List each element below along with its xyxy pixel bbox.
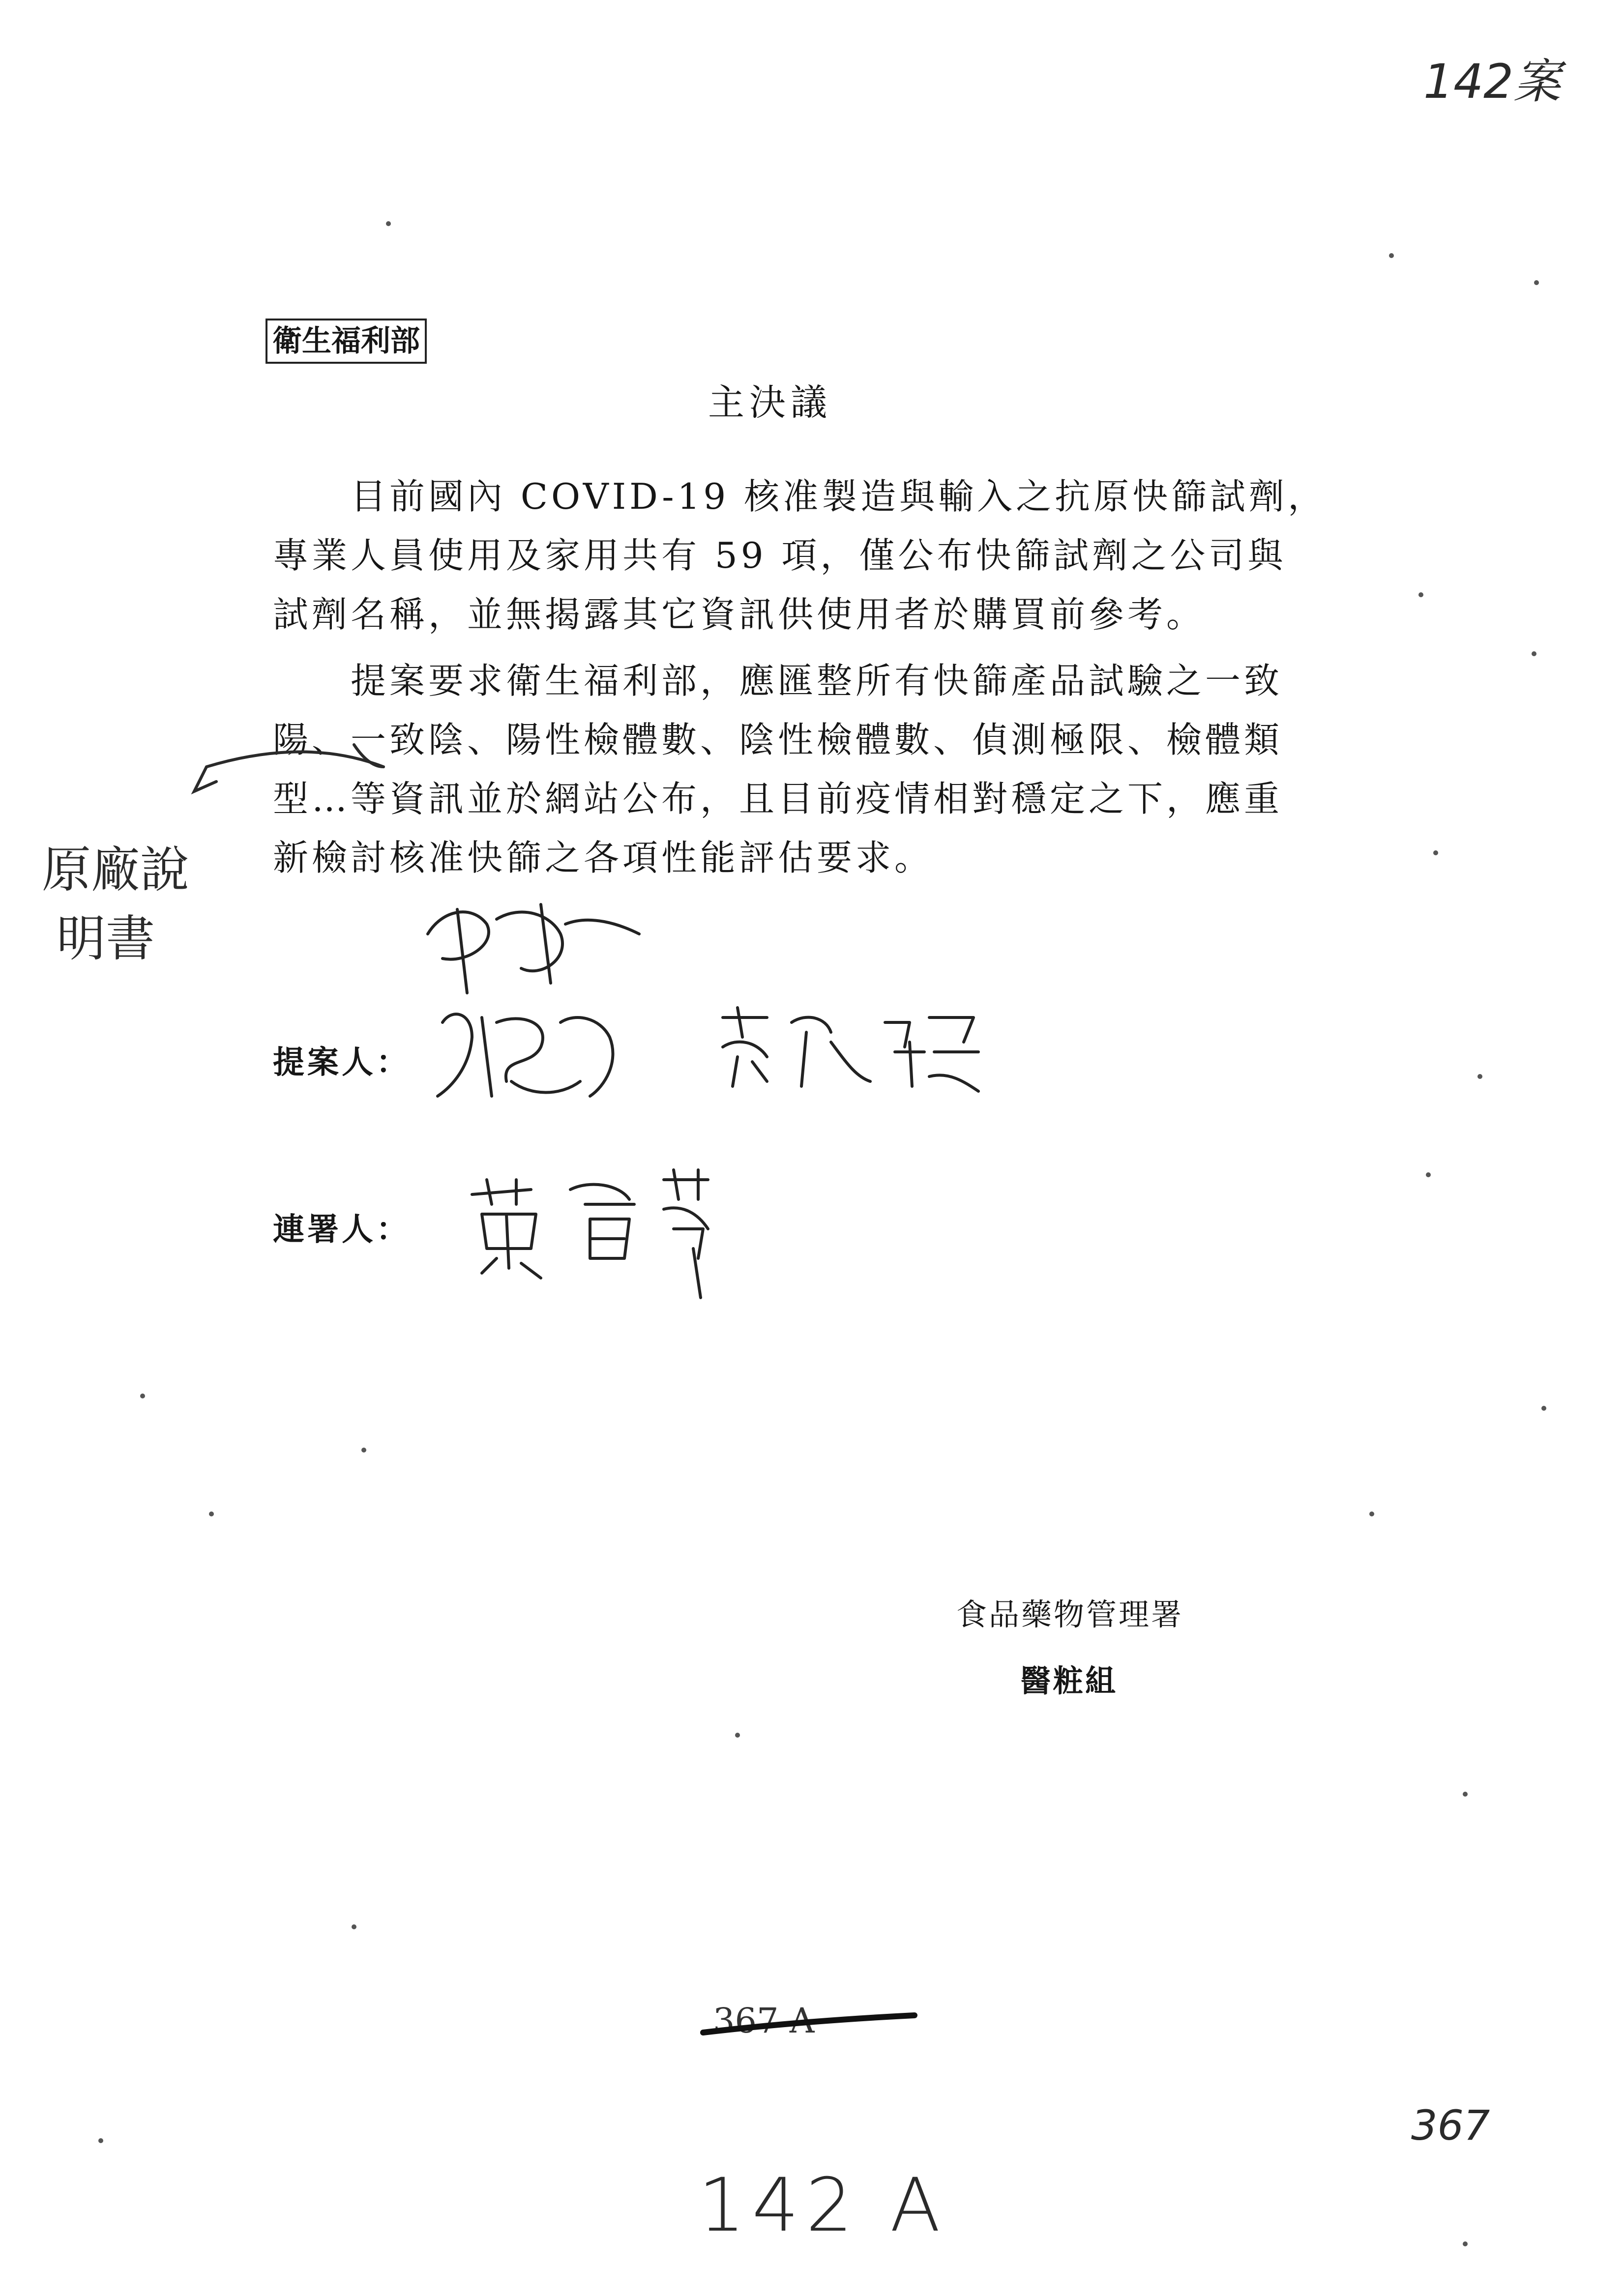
margin-note-line: 明書 (57, 910, 155, 967)
paragraph-line: 新檢討核准快篩之各項性能評估要求。 (273, 837, 934, 878)
proposer-signature-2 (723, 1008, 978, 1091)
ministry-tag: 衛生福利部 (266, 319, 427, 364)
cosigner-label: 連署人： (273, 1211, 411, 1248)
proposer-label: 提案人： (273, 1044, 411, 1081)
cosigner-signature (472, 1170, 708, 1298)
responsible-division: 醫粧組 (1020, 1663, 1118, 1699)
paragraph-line: 型…等資訊並於網站公布，且目前疫情相對穩定之下，應重 (273, 778, 1283, 819)
resolution-title: 主決議 (708, 381, 832, 424)
paragraph-line: 試劑名稱，並無揭露其它資訊供使用者於購買前參考。 (273, 594, 1206, 635)
handwritten-page-number: 367 (1411, 2101, 1490, 2150)
paragraph-1 (273, 472, 1327, 639)
handwritten-case-number: 142案 (1423, 54, 1561, 109)
struck-number: 367 A (713, 2001, 815, 2041)
proposer-signature-1 (428, 904, 639, 1096)
responsible-agency: 食品藥物管理署 (956, 1597, 1184, 1632)
paragraph-line: 目前國內 COVID-19 核准製造與輸入之抗原快篩試劑， (273, 476, 1327, 517)
margin-note-line: 原廠說 (42, 841, 189, 899)
paragraph-line: 專業人員使用及家用共有 59 項，僅公布快篩試劑之公司與 (273, 535, 1287, 576)
margin-note (42, 836, 189, 973)
handwritten-bottom-number: 142 A (698, 2163, 947, 2248)
paragraph-line: 陽、一致陰、陽性檢體數、陰性檢體數、偵測極限、檢體類 (273, 719, 1283, 760)
paragraph-2 (273, 656, 1283, 882)
paragraph-line: 提案要求衛生福利部，應匯整所有快篩產品試驗之一致 (273, 660, 1283, 701)
